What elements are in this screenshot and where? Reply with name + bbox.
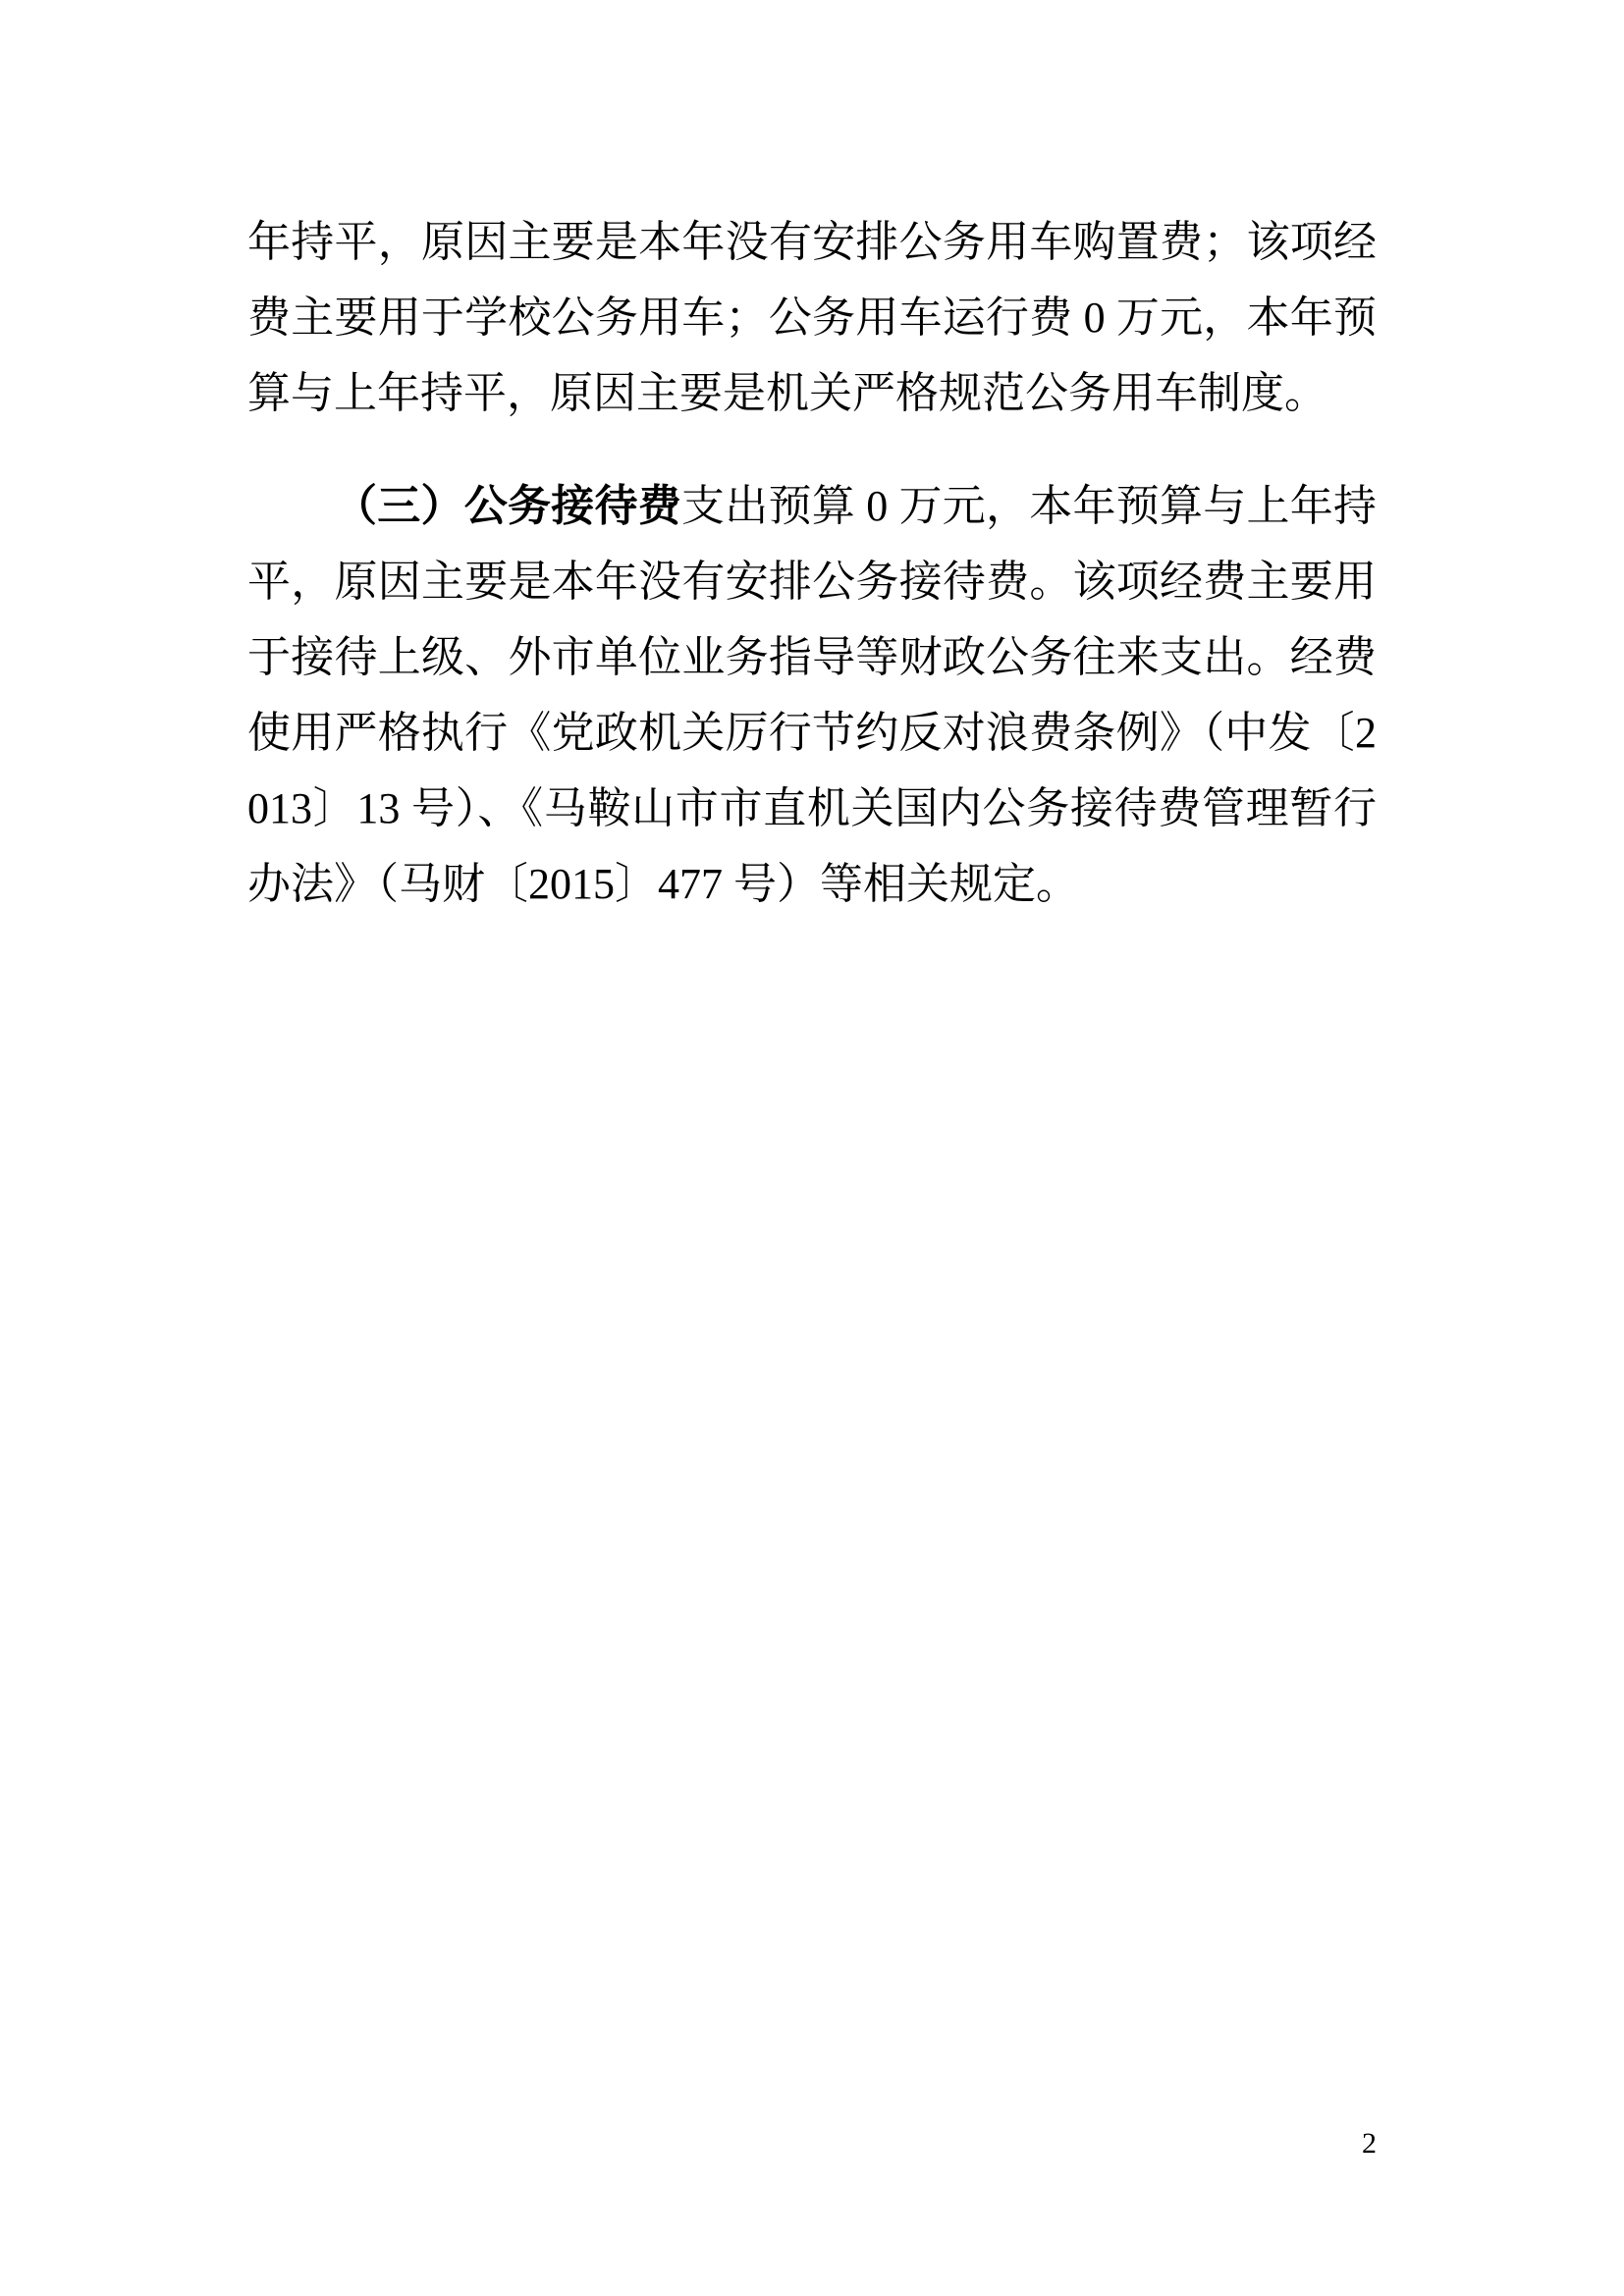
paragraph-item-three — [247, 468, 1377, 922]
paragraph-carryover — [247, 204, 1377, 431]
paragraph-text: 年持平，原因主要是本年没有安排公务用车购置费；该项经费主要用于学校公务用车；公务用车运行费 0 万元，本年预算与上年持平，原因主要是机关严格规范公务用车制度。 — [247, 218, 1377, 417]
page-number: 2 — [1362, 2127, 1377, 2160]
paragraph-lead-bold: （三）公务接待费 — [334, 482, 681, 530]
document-body — [247, 204, 1377, 922]
paragraph-text: 支出预算 0 万元，本年预算与上年持平，原因主要是本年没有安排公务接待费。该项经费主要用于接待上级、外市单位业务指导等财政公务往来支出。经费使用严格执行《党政机关厉行节约反对浪费条例》（中发〔2013〕13 号）、《马鞍山市市直机关国内公务接待费管理暂行办法》（马财〔2015〕477 号）等相关规定。 — [247, 482, 1377, 908]
